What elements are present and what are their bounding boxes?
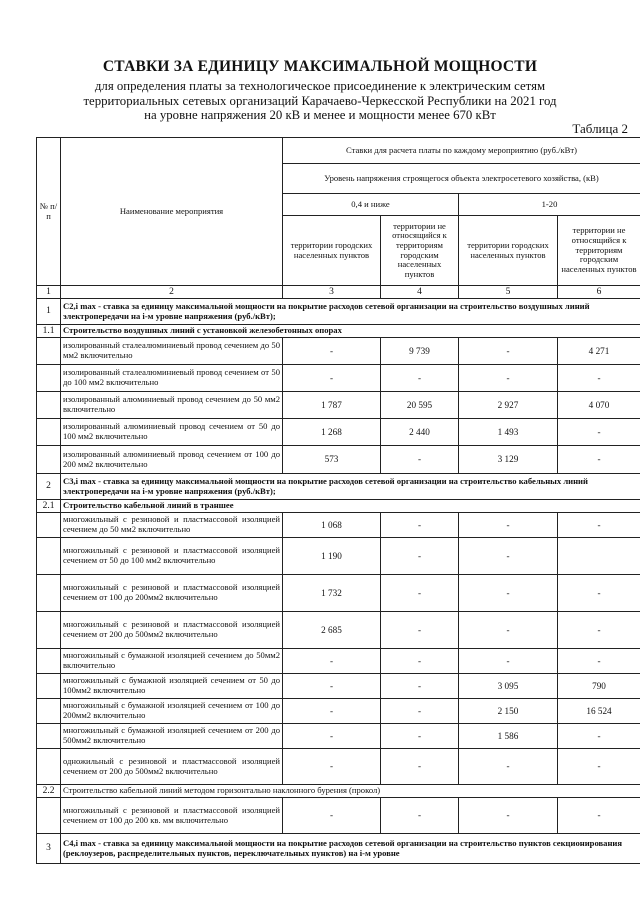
rate-value-col6: - [558,649,640,674]
rate-value-col3: - [283,699,381,724]
row-name: многожильный с резиновой и пластмассовой изоляцией сечением до 50 мм2 включительно [61,513,283,538]
rate-value-col5: - [459,575,558,612]
row-number-cell [37,338,61,365]
rate-value-col4: - [381,674,459,699]
row-number-cell [37,674,61,699]
rate-value-col3: - [283,338,381,365]
rate-value-col4: - [381,749,459,785]
rate-value-col4: 20 595 [381,392,459,419]
rates-table [36,137,640,864]
rate-value-col4: - [381,538,459,575]
row-name: изолированный алюминиевый провод сечением от 100 до 200 мм2 включительно [61,446,283,474]
row-name: многожильный с бумажной изоляцией сечением от 200 до 500мм2 включительно [61,724,283,749]
table-row [37,392,640,419]
rate-value-col5: 1 586 [459,724,558,749]
col-index: 3 [283,286,381,299]
rate-value-col6: - [558,798,640,834]
row-number-cell [37,749,61,785]
col-index: 2 [61,286,283,299]
rate-value-col6: - [558,365,640,392]
rate-value-col3: - [283,749,381,785]
row-number-cell [37,392,61,419]
row-number-cell [37,513,61,538]
section-number: 2 [37,474,61,500]
table-row [37,419,640,446]
rate-value-col3: 1 732 [283,575,381,612]
rate-value-col6: - [558,749,640,785]
row-name: одножильный с резиновой и пластмассовой изоляцией сечением от 200 до 500мм2 включительно [61,749,283,785]
col-header-nonurban: территории не относящийся к территориям городским населенных пунктов [558,216,640,286]
row-name: многожильный с бумажной изоляцией сечением от 100 до 200мм2 включительно [61,699,283,724]
rate-value-col3: - [283,674,381,699]
rate-value-col4: - [381,798,459,834]
row-number-cell [37,699,61,724]
rate-value-col5: 2 927 [459,392,558,419]
rows-cable-trench [37,513,640,785]
rate-value-col5: - [459,749,558,785]
rate-value-col4: - [381,699,459,724]
rate-value-col4: - [381,575,459,612]
table-row [37,649,640,674]
row-number-cell [37,612,61,649]
rate-value-col4: - [381,365,459,392]
table-row [37,724,640,749]
row-number-cell [37,724,61,749]
rate-value-col4: - [381,446,459,474]
section-title: С2,i max - ставка за единицу максимальной мощности на покрытие расходов сетевой организации на строительство воздушных линий электропередачи на i-м уровне напряжения (руб./кВт); [61,299,640,325]
col-header-urban: территории городских населенных пунктов [459,216,558,286]
table-row [37,513,640,538]
rate-value-col5: - [459,612,558,649]
col-header-name: Наименование мероприятия [61,138,283,286]
col-index: 1 [37,286,61,299]
row-number-cell [37,649,61,674]
subsection-number: 2.1 [37,500,61,513]
row-number-cell [37,575,61,612]
rows-cable-drilling [37,798,640,834]
col-header-voltage: Уровень напряжения строящегося объекта электросетевого хозяйства, (кВ) [283,164,640,194]
rate-value-col5: - [459,798,558,834]
rate-value-col3: - [283,649,381,674]
subtitle-line-3: на уровне напряжения 20 кВ и менее и мощности менее 670 кВт [144,108,496,122]
col-index: 5 [459,286,558,299]
table-row [37,338,640,365]
subsection-number: 2.2 [37,785,61,798]
col-index: 6 [558,286,640,299]
rate-value-col5: 2 150 [459,699,558,724]
rate-value-col6: - [558,575,640,612]
subsection-title: Строительство воздушных линий с установкой железобетонных опорах [61,325,640,338]
rate-value-col3: 1 068 [283,513,381,538]
rate-value-col4: - [381,724,459,749]
rate-value-col5: - [459,338,558,365]
subtitle-line-2: территориальных сетевых организаций Карачаево-Черкесской Республики на 2021 год [83,94,557,108]
row-name: изолированный сталеалюминиевый провод сечением до 50 мм2 включительно [61,338,283,365]
rate-value-col6 [558,538,640,575]
table-row [37,365,640,392]
rate-value-col6: 790 [558,674,640,699]
row-number-cell [37,446,61,474]
rate-value-col5: - [459,365,558,392]
rate-value-col6: - [558,513,640,538]
rate-value-col3: 1 268 [283,419,381,446]
col-header-num: № п/п [37,138,61,286]
section-number: 1 [37,299,61,325]
section-title: С4,i max - ставка за единицу максимальной мощности на покрытие расходов сетевой организации на строительство пунктов секционирования (реклоузеров, распределительных пунктов, переключательных пунктов) на i-м уровне [61,834,640,864]
table-row [37,575,640,612]
row-name: многожильный с резиновой и пластмассовой изоляцией сечением от 50 до 100 мм2 включительно [61,538,283,575]
subtitle-line-1: для определения платы за технологическое присоединение к электрическим сетям [94,79,546,93]
rows-overhead-lines [37,338,640,474]
col-header-voltage-low: 0,4 и ниже [283,194,459,216]
rate-value-col6: 4 271 [558,338,640,365]
row-name: изолированный алюминиевый провод сечением от 50 до 100 мм2 включительно [61,419,283,446]
rate-value-col5: 3 129 [459,446,558,474]
rate-value-col3: - [283,724,381,749]
rate-value-col5: - [459,649,558,674]
rate-value-col6: - [558,446,640,474]
rate-value-col5: 1 493 [459,419,558,446]
row-number-cell [37,419,61,446]
table-row [37,538,640,575]
table-row [37,699,640,724]
rate-value-col4: - [381,649,459,674]
row-name: многожильный с резиновой и пластмассовой изоляцией сечением от 100 до 200мм2 включительно [61,575,283,612]
rate-value-col6: - [558,419,640,446]
row-number-cell [37,365,61,392]
rate-value-col6: - [558,724,640,749]
table-row [37,612,640,649]
rate-value-col5: 3 095 [459,674,558,699]
rate-value-col4: 9 739 [381,338,459,365]
table-row [37,446,640,474]
col-header-urban: территории городских населенных пунктов [283,216,381,286]
row-name: многожильный с резиновой и пластмассовой изоляцией сечением от 100 до 200 кв. мм включительно [61,798,283,834]
rate-value-col3: 1 787 [283,392,381,419]
row-number-cell [37,538,61,575]
rate-value-col4: - [381,612,459,649]
row-name: многожильный с резиновой и пластмассовой изоляцией сечением от 200 до 500мм2 включительно [61,612,283,649]
rate-value-col6: 16 524 [558,699,640,724]
rate-value-col3: 1 190 [283,538,381,575]
row-number-cell [37,798,61,834]
section-title: С3,i max - ставка за единицу максимальной мощности на покрытие расходов сетевой организации на строительство кабельных линий электропередачи на i-м уровне напряжения (руб./кВт); [61,474,640,500]
rate-value-col4: - [381,513,459,538]
rate-value-col6: - [558,612,640,649]
col-header-rates: Ставки для расчета платы по каждому мероприятию (руб./кВт) [283,138,640,164]
row-name: изолированный алюминиевый провод сечением до 50 мм2 включительно [61,392,283,419]
rate-value-col3: - [283,365,381,392]
table-number: Таблица 2 [572,121,628,136]
rate-value-col3: 573 [283,446,381,474]
rate-value-col5: - [459,538,558,575]
table-row [37,674,640,699]
section-number: 3 [37,834,61,864]
rate-value-col3: 2 685 [283,612,381,649]
subsection-number: 1.1 [37,325,61,338]
rate-value-col4: 2 440 [381,419,459,446]
col-index: 4 [381,286,459,299]
rate-value-col3: - [283,798,381,834]
table-row [37,798,640,834]
row-name: многожильный с бумажной изоляцией сечением от 50 до 100мм2 включительно [61,674,283,699]
table-row [37,749,640,785]
rate-value-col6: 4 070 [558,392,640,419]
document-title: СТАВКИ ЗА ЕДИНИЦУ МАКСИМАЛЬНОЙ МОЩНОСТИ [102,58,538,75]
subsection-title: Строительство кабельной линий методом горизонтально наклонного бурения (прокол) [61,785,640,798]
row-name: изолированный сталеалюминиевый провод сечением от 50 до 100 мм2 включительно [61,365,283,392]
rate-value-col5: - [459,513,558,538]
col-header-voltage-mid: 1-20 [459,194,640,216]
row-name: многожильный с бумажной изоляцией сечением до 50мм2 включительно [61,649,283,674]
subsection-title: Строительство кабельной линий в траншее [61,500,640,513]
col-header-nonurban: территории не относящийся к территориям городским населенных пунктов [381,216,459,286]
